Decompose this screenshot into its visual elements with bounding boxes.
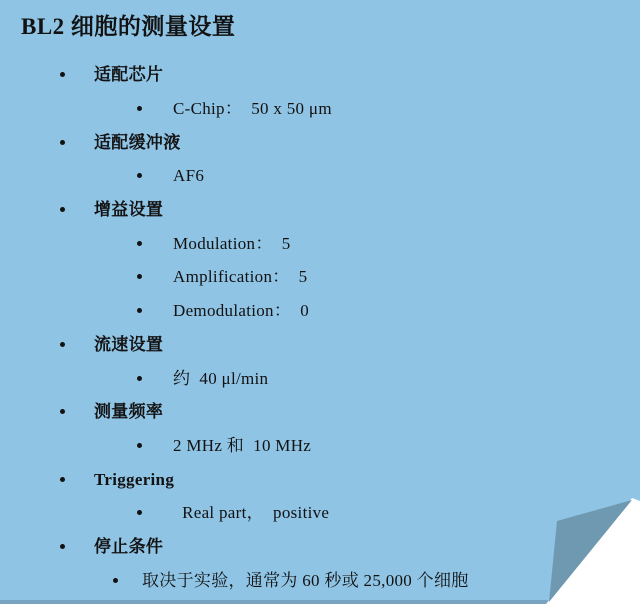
- list-item: [0, 58, 640, 92]
- bullet-icon: [137, 241, 142, 246]
- slide-title: BL2 细胞的测量设置: [21, 14, 236, 39]
- bullet-text: AF6: [173, 166, 205, 186]
- bullet-text: Amplification： 5: [173, 267, 308, 287]
- bullet-text: 停止条件: [94, 536, 164, 556]
- bullet-icon: [60, 544, 65, 549]
- bullet-text: Real part， positive: [173, 503, 330, 523]
- bullet-text: Demodulation： 0: [173, 301, 310, 321]
- footer-bar: [0, 600, 640, 604]
- list-item: [0, 193, 640, 227]
- bullet-text: 适配缓冲液: [94, 132, 181, 152]
- list-item: [0, 429, 640, 463]
- bullet-icon: [137, 443, 142, 448]
- bullet-icon: [113, 578, 118, 583]
- bullet-icon: [60, 477, 65, 482]
- bullet-list: [0, 58, 640, 597]
- bullet-text: C-Chip： 50 x 50 μm: [173, 99, 332, 119]
- bullet-text: 增益设置: [94, 200, 164, 220]
- list-item: [0, 159, 640, 193]
- list-item: [0, 294, 640, 328]
- list-item: [0, 395, 640, 429]
- bullet-icon: [137, 106, 142, 111]
- bullet-text: 测量频率: [94, 402, 164, 422]
- list-item: [0, 496, 640, 530]
- bullet-icon: [60, 409, 65, 414]
- bullet-text: 流速设置: [94, 334, 164, 354]
- list-item: [0, 361, 640, 395]
- bullet-icon: [137, 510, 142, 515]
- bullet-icon: [60, 342, 65, 347]
- bullet-text: 约 40 μl/min: [173, 368, 269, 388]
- list-item: [0, 328, 640, 362]
- list-item: [0, 226, 640, 260]
- bullet-icon: [137, 308, 142, 313]
- list-item: [0, 260, 640, 294]
- list-item: [0, 92, 640, 126]
- list-item: [0, 563, 640, 597]
- bullet-text: Triggering: [94, 469, 175, 489]
- bullet-icon: [60, 140, 65, 145]
- bullet-icon: [60, 207, 65, 212]
- bullet-icon: [137, 376, 142, 381]
- list-item: [0, 462, 640, 496]
- bullet-text: 2 MHz 和 10 MHz: [173, 435, 312, 455]
- bullet-text: Modulation： 5: [173, 233, 291, 253]
- bullet-icon: [137, 173, 142, 178]
- bullet-text: 适配芯片: [94, 65, 164, 85]
- list-item: [0, 530, 640, 564]
- list-item: [0, 125, 640, 159]
- bullet-icon: [137, 274, 142, 279]
- bullet-text: 取决于实验，通常为 60 秒或 25,000 个细胞: [142, 570, 469, 590]
- bullet-icon: [60, 72, 65, 77]
